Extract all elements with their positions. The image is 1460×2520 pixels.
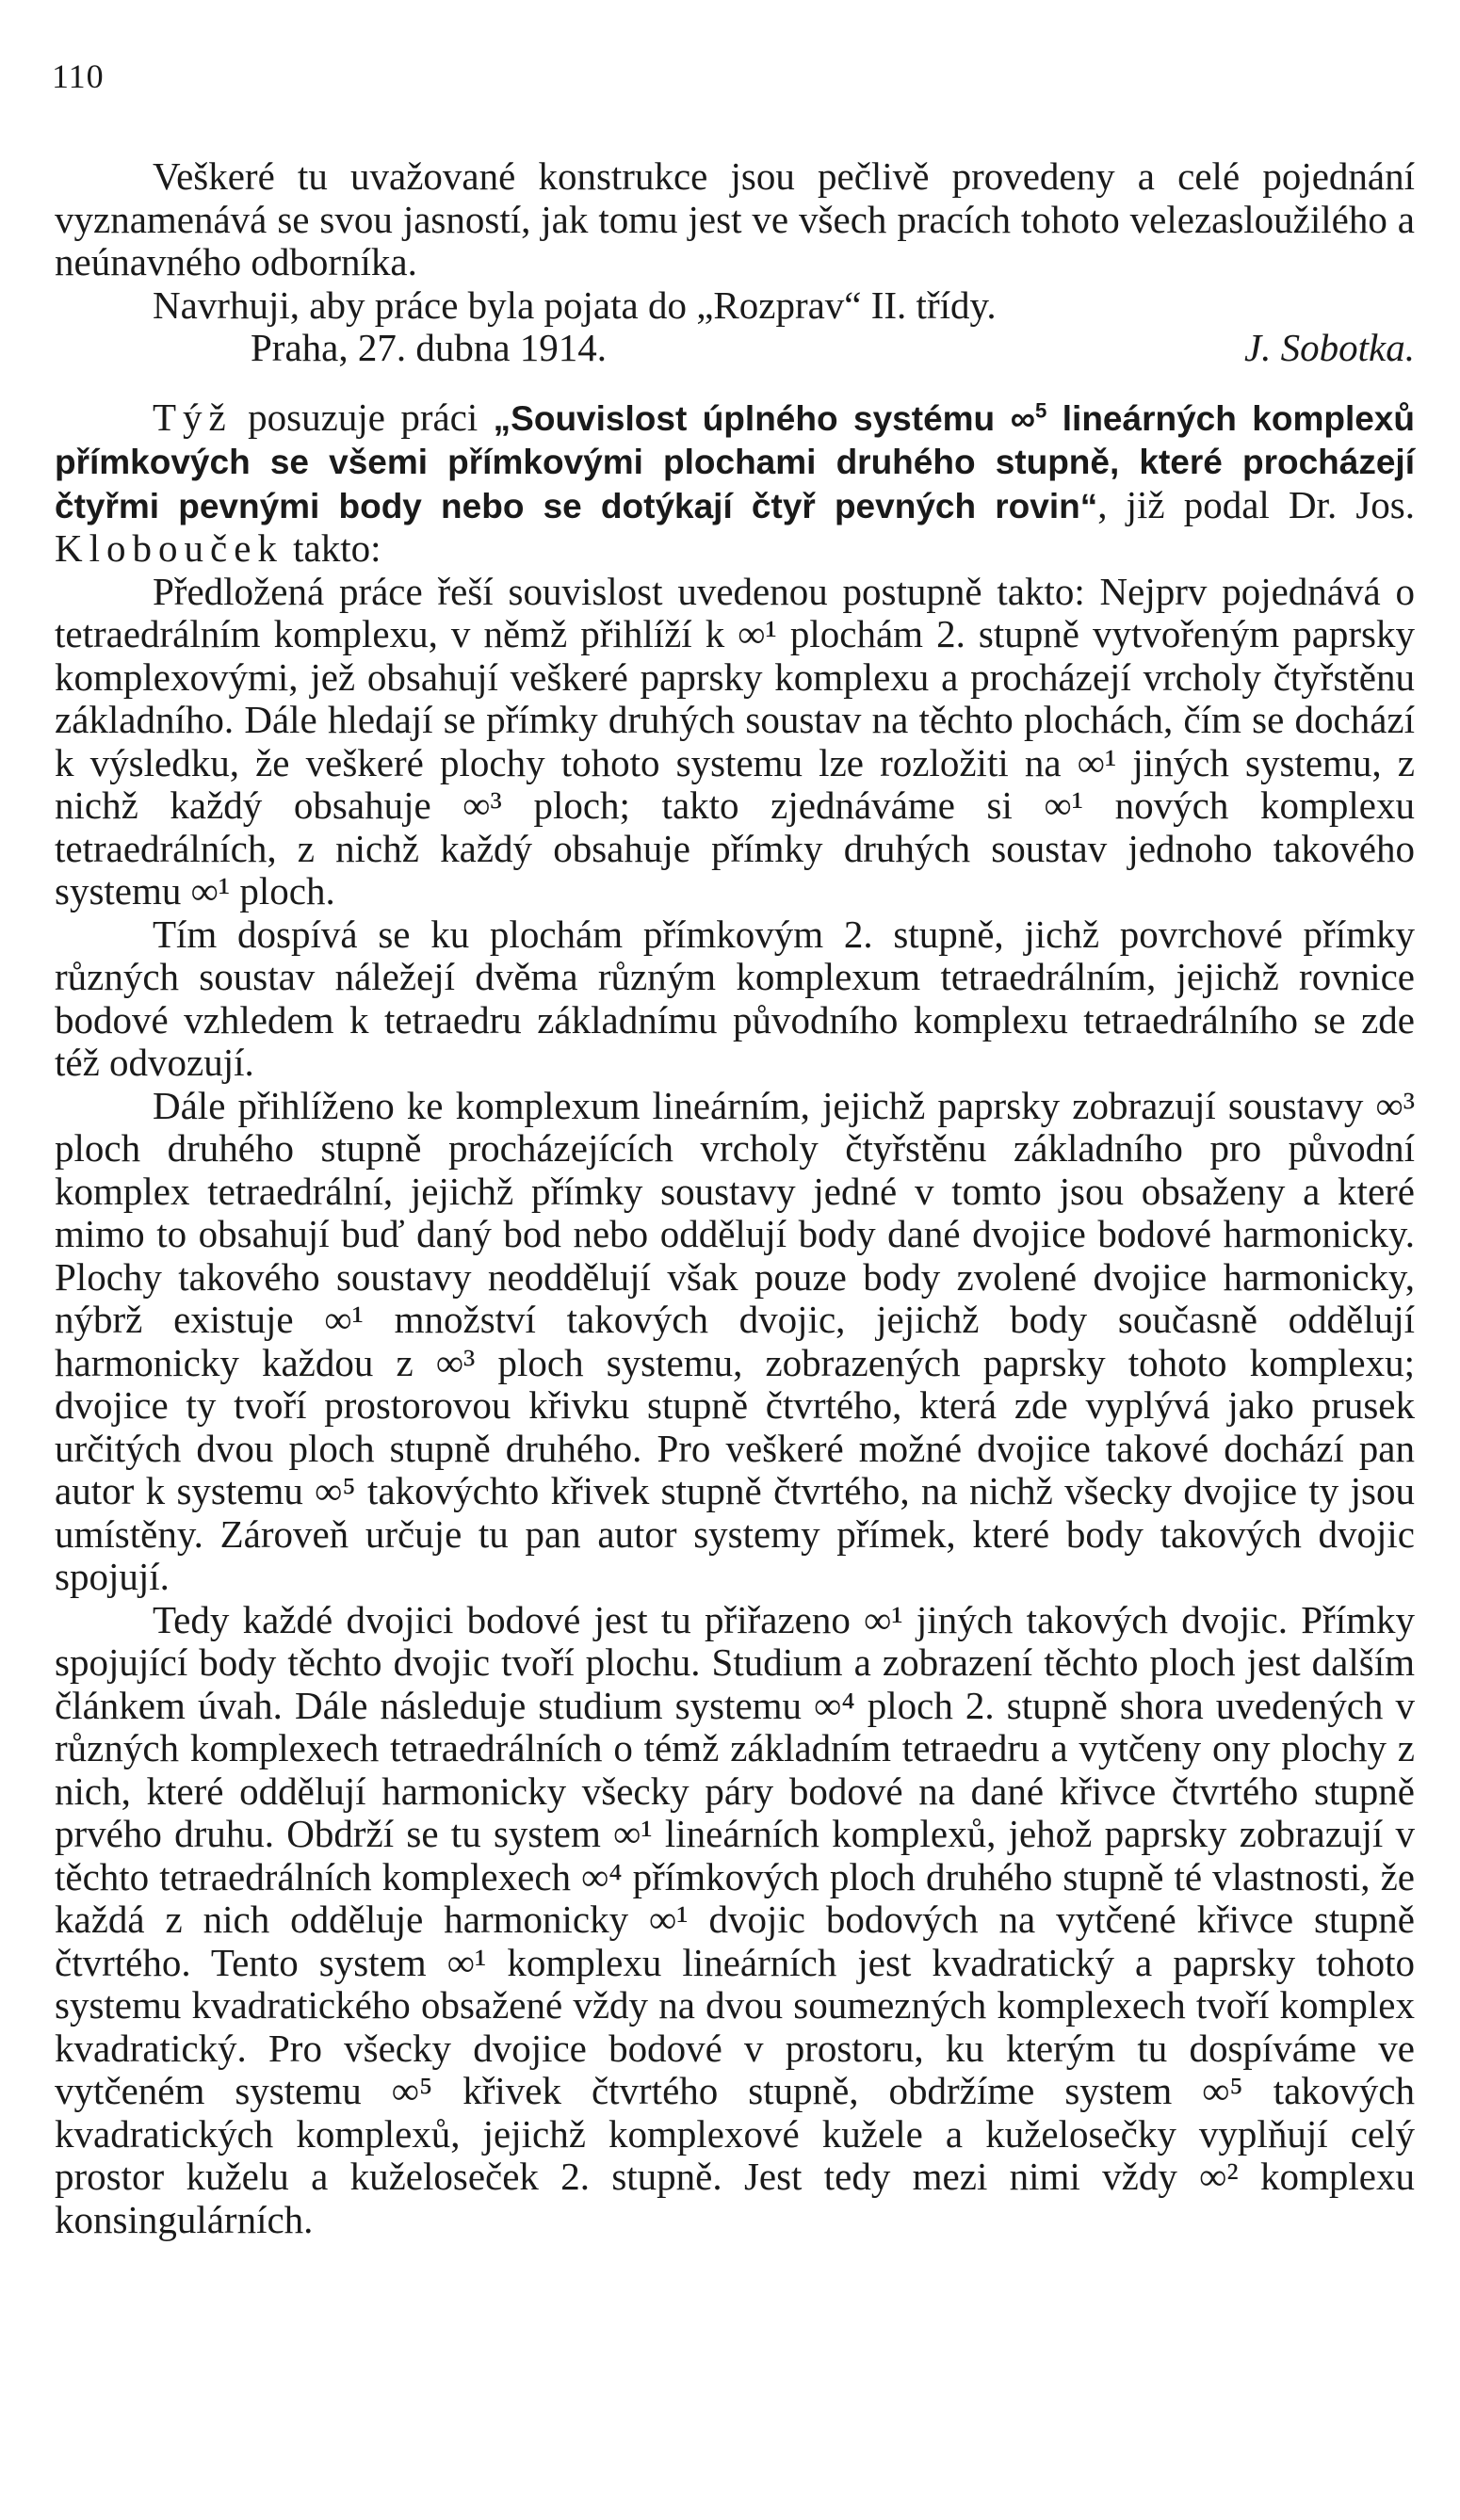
report-date: Praha, 27. dubna 1914. [251,326,608,369]
document-body [55,155,1415,2241]
report-paragraph: Veškeré tu uvažované konstrukce jsou pečlivě provedeny a celé pojednání vyznamenává se svou jasností, jak tomu jest ve všech pracích tohoto velezasloužilého a neúnavného odborníka. [55,154,1415,283]
report-signature: J. Sobotka. [1243,326,1415,369]
author-name: Klobouček [55,526,284,570]
after-author-text: takto: [283,526,381,570]
body-paragraph: Předložená práce řeší souvislost uvedenou postupně takto: Nejprv pojednává o tetraedrálním komplexu, v němž přihlíží k ∞¹ plochám 2. stupně vytvořeným paprsky komplexovými, jež obsahují veškeré paprsky komplexu a procházejí vrcholy čtyřstěnu základního. Dále hledají se přímky druhých soustav na těchto plochách, čím se dochází k výsledku, že veškeré plochy tohoto systemu lze rozložiti na ∞¹ jiných systemu, z nichž každý obsahuje ∞³ ploch; takto zjednáváme si ∞¹ nových komplexu tetraedrálních, z nichž každý obsahuje přímky druhých soustav jednoho takového systemu ∞¹ ploch. [55,569,1415,913]
after-title-text: , již podal Dr. Jos. [1097,482,1415,526]
body-paragraph: Dále přihlíženo ke komplexum lineárním, jejichž paprsky zobrazují soustavy ∞³ ploch druhého stupně procházejících vrcholy čtyřstěnu základního pro původní komplex tetraedrální, jejichž přímky soustavy jedné v tomto jsou obsaženy a které mimo to obsahují buď daný bod nebo oddělují body dané dvojice bodové harmonicky. Plochy takového soustavy neoddělují však pouze body zvolené dvojice harmonicky, nýbrž existuje ∞¹ množství takových dvojic, jejichž body současně oddělují harmonicky každou z ∞³ ploch systemu, zobrazených paprsky tohoto komplexu; dvojice ty tvoří prostorovou křivku stupně čtvrtého, která zde vyplývá jako prusek určitých dvou ploch stupně druhého. Pro veškeré možné dvojice takové dochází pan autor k systemu ∞⁵ takovýchto křivek stupně čtvrtého, na nichž všecky dvojice ty jsou umístěny. Zároveň určuje tu pan autor systemy přímek, které body takových dvojic spojují. [55,1083,1415,1598]
page-number: 110 [52,57,105,95]
report-paragraph: Navrhuji, aby práce byla pojata do „Rozprav“ II. třídy. [153,283,997,327]
work-title-superscript: 5 [1034,398,1047,423]
body-paragraph: Tím dospívá se ku plochám přímkovým 2. stupně, jichž povrchové přímky různých soustav náležejí dvěma různým komplexum tetraedrálním, jejichž rovnice bodové vzhledem k tetraedru základnímu původního komplexu tetraedrálního se zde též odvozují. [55,912,1415,1084]
second-report-intro [55,396,1415,571]
work-title-part1: „Souvislost úplného systému ∞ [493,398,1035,438]
body-paragraph: Tedy každé dvojici bodové jest tu přiřazeno ∞¹ jiných takových dvojic. Přímky spojující body těchto dvojic tvoří plochu. Studium a zobrazení těchto ploch jest dalším článkem úvah. Dále následuje studium systemu ∞⁴ ploch 2. stupně shora uvedených v různých komplexech tetraedrálních o témž základním tetraedru a vytčeny ony plochy z nich, které oddělují harmonicky všecky páry bodové na dané křivce čtvrtého stupně prvého druhu. Obdrží se tu system ∞¹ lineárních komplexů, jehož paprsky zobrazují v těchto tetraedrálních komplexech ∞⁴ přímkových ploch druhého stupně té vlastnosti, že každá z nich odděluje harmonicky ∞¹ dvojic bodových na vytčené křivce stupně čtvrtého. Tento system ∞¹ komplexu lineárních jest kvadratický a paprsky tohoto systemu kvadratického obsažené vždy na dvou soumezných komplexech tvoří komplex kvadratický. Pro všecky dvojice bodové v prostoru, ku kterým tu dospíváme ve vytčeném systemu ∞⁵ křivek čtvrtého stupně, obdržíme system ∞⁵ takových kvadratických komplexů, jejichž komplexové kužele a kuželosečky vyplňují celý prostor kuželu a kuželoseček 2. stupně. Jest tedy mezi nimi vždy ∞² komplexu konsingulárních. [55,1597,1415,2241]
intro-text: posuzuje práci [232,395,494,439]
section-gap [55,370,1415,396]
intro-spaced-word: Týž [153,395,233,439]
work-title-part2: lineárných komplexů přímkových se všemi přímkovými plochami druhého stupně, které procházejí čtyřmi pevnými body nebo se dotýkají čtyř pevných rovin“ [55,398,1415,525]
date-signature-line [55,327,1415,370]
